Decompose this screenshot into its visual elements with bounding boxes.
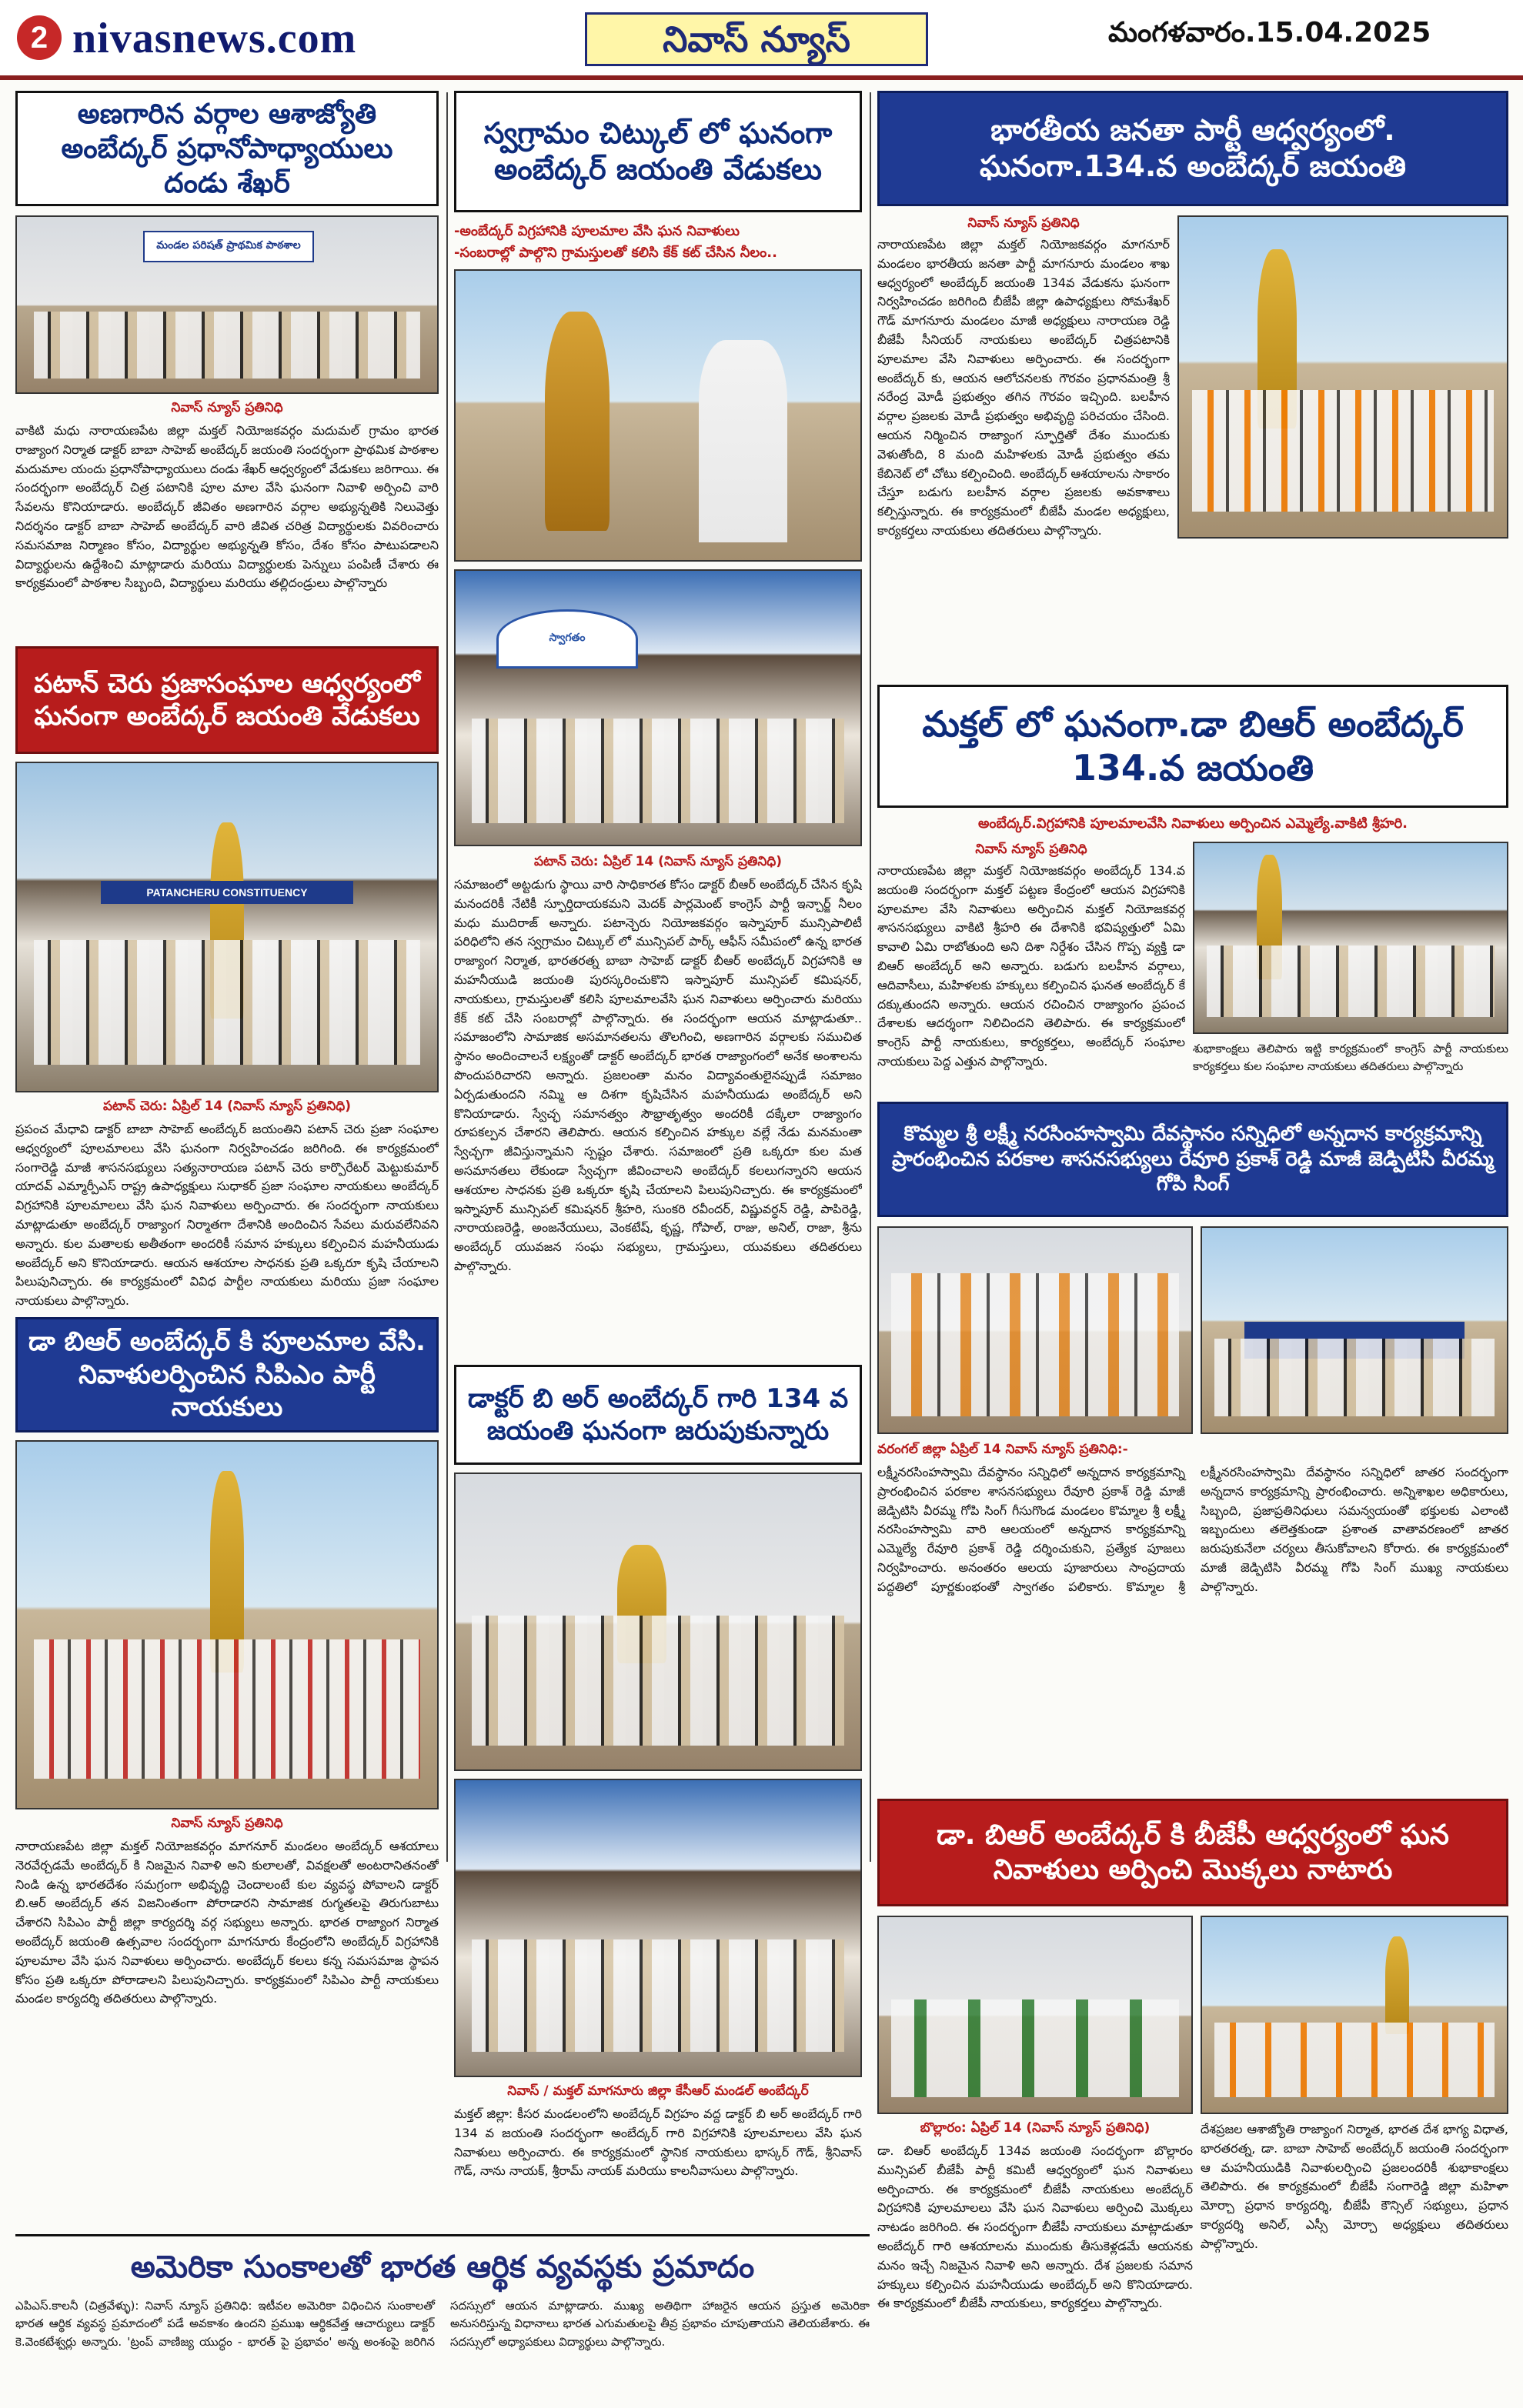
- constituency-banner: PATANCHERU CONSTITUENCY: [101, 881, 353, 904]
- photo-temple-visit: [877, 1226, 1193, 1434]
- photo-patancheru-event: [15, 762, 439, 1092]
- body-a3: నారాయణపేట జిల్లా మక్తల్ నియోజకవర్గం మాగనూర్ మండలం భారతీయ జనతా పార్టీ మాగనూరు మండలం శాఖ ఆధ్వర్యంలో అంబేద్కర్ జయంతి 134వ వేడుకను ఘనంగా నిర్వహించడం జరిగింది బీజేపీ జిల్లా ఉపాధ్యక్షులు సోమశేఖర్ గౌడ్ మాగనూరు మండలం మాజీ అధ్యక్షులు నారాయణ రెడ్డి బీజేపీ సీనియర్ నాయకులు అంబేద్కర్ చిత్రపటానికి పూలమాల వేసి నివాళులు అర్పించారు. ఈ సందర్భంగా అంబేద్కర్ కు, ఆయన ఆలోచనలకు గౌరవం ప్రధానమంత్రి శ్రీ నరేంద్ర మోడీ ప్రభుత్వం తగిన గౌరవం ఇచ్చింది. బలహీన వర్గాల ప్రజలకు మోడీ ప్రభుత్వం అభివృద్ధి పరిచయం చేసింది. ఆయన నిర్మించిన రాజ్యాంగ స్ఫూర్తితో దేశం ముందుకు వెళుతోంది, 8 మంది మహిళలకు మోడీ ప్రభుత్వం తమ కేబినెట్ లో చోటు కల్పించింది. అంబేద్కర్ ఆశయాలను సాకారం చేస్తూ బడుగు బలహీన వర్గాల ప్రజలకు అవకాశాలు కల్పిస్తున్నారు. ఈ కార్యక్రమంలో బీజేపీ మండల అధ్యక్షులు, కార్యకర్తలు నాయకులు తదితరులు పాల్గొన్నారు.: [877, 237, 1170, 538]
- dateline-a6: వరంగల్ జిల్లా ఏప్రిల్ 14 నివాస్ న్యూస్ ప్రతినిధి:-: [877, 1442, 1128, 1457]
- dateline-a4: పటాన్ చెరు: ఏప్రిల్ 14 (నివాస్ న్యూస్ ప్రతినిధి): [102, 1099, 352, 1114]
- dateline-a9: బొల్లారం: ఏప్రిల్ 14 (నివాస్ న్యూస్ ప్రతినిధి): [920, 2120, 1151, 2136]
- body-a9: డా. బిఆర్ అంబేద్కర్ 134వ జయంతి సందర్భంగా బొల్లారం మున్సిపల్ బీజేపీ పార్టీ కమిటీ ఆధ్వర్యంలో ఘన నివాళులు అర్పించారు. ఈ కార్యక్రమంలో బీజేపీ నాయకులు అంబేద్కర్ విగ్రహానికి పూలమాలలు వేసి ఘన నివాళులు అర్పించి మొక్కలు నాటడం జరిగింది. ఈ సందర్భంగా బీజేపీ నాయకులు మాట్లాడుతూ అంబేద్కర్ గారి ఆశయాలను ముందుకు తీసుకెళ్లడమే ఆయనకు మనం ఇచ్చే నిజమైన నివాళి అని అన్నారు. దేశ ప్రజలకు సమాన హక్కులు కల్పించిన మహనీయుడు అంబేద్కర్ అని కొనియాడారు. ఈ కార్యక్రమంలో బీజేపీ నాయకులు, కార్యకర్తలు పాల్గొన్నారు.: [877, 2143, 1193, 2311]
- subhead-a5: అంబేద్కర్.విగ్రహానికి పూలమాలవేసి నివాళులు అర్పించిన ఎమ్మెల్యే.వాకిటి శ్రీహరి.: [977, 815, 1408, 832]
- photo-bjp-bollaram: [1201, 1916, 1508, 2114]
- headline-a8: డాక్టర్ బి అర్ అంబేద్కర్ గారి 134 వ జయంతి ఘనంగా జరుపుకున్నారు: [454, 1365, 862, 1465]
- school-sign: మండల పరిషత్ ప్రాథమిక పాఠశాల: [143, 231, 314, 262]
- byline-a1: నివాస్ న్యూస్ ప్రతినిధి: [171, 400, 283, 415]
- headline-a6: కొమ్మల శ్రీ లక్ష్మీ నరసింహస్వామి దేవస్థానం సన్నిధిలో అన్నదాన కార్యక్రమాన్ని ప్రారంభించిన పరకాల శాసనసభ్యులు రేవూరి ప్రకాశ్ రెడ్డి మాజీ జెడ్పిటిసి వీరమ్మ గోపి సింగ్: [877, 1102, 1508, 1217]
- dateline-a2: పటాన్ చెరు: ఏప్రిల్ 14 (నివాస్ న్యూస్ ప్రతినిధి): [533, 854, 783, 869]
- subhead-a2-2: -సంబరాల్లో పాల్గొని గ్రామస్తులతో కలిసి కేక్ కట్ చేసిన నీలం..: [454, 245, 777, 261]
- headline-a9: డా. బిఆర్ అంబేద్కర్ కి బీజేపీ ఆధ్వర్యంలో ఘన నివాళులు అర్పించి మొక్కలు నాటారు: [877, 1799, 1508, 1906]
- leader-figure: [699, 340, 788, 542]
- body-a2: సమాజంలో అట్టడుగు స్థాయి వారి సాధికారత కోసం డాక్టర్ బీఆర్ అంబేద్కర్ చేసిన కృషి మనందరికీ నేటికీ స్ఫూర్తిదాయకమని మెదక్ పార్లమెంట్ కాంగ్రెస్ పార్టీ ఇన్చార్జ్ నీలం మధు ముదిరాజ్ అన్నారు. పటాన్చెరు నియోజకవర్గం ఇస్నాపూర్ మున్సిపాలిటీ పరిధిలోని తన స్వగ్రామం చిట్కుల్ లో మున్సిపల్ పార్క్ ఆఫీస్ సమీపంలో ఉన్న భారత రాజ్యాంగ నిర్మాత, భారతరత్న బాబా సాహెబ్ డాక్టర్ బీఆర్ అంబేద్కర్ విగ్రహానికి ఆ మహనీయుడి జయంతి పురస్కరించుకొని ఇస్నాపూర్ మున్సిపల్ కమిషనర్, నాయకులు, గ్రామస్తులతో కలిసి పూలమాలవేసి ఘన నివాళులు అర్పించారు మరియు కేక్ కట్ చేసి సంబరాల్లో పాల్గొన్నారు. ఈ సందర్భంగా ఆయన మాట్లాడుతూ.. సమాజంలోని సామాజిక అసమానతలను తొలగించి, అణగారిన వర్గాలకు సముచిత స్థానం అందించాలనే లక్ష్యంతో డాక్టర్ అంబేద్కర్ భారత రాజ్యాంగంలో అనేక అంశాలను పొందుపరిచారని అన్నారు. ప్రజలంతా మనం విద్యావంతులైనప్పుడే సమాజం ఏర్పడుతుందని నమ్మి ఆ దిశగా కృషిచేసిన మహనీయుడు అంబేద్కర్ అని కొనియాడారు. స్వేచ్ఛ సమానత్వం సౌభ్రాతృత్వం అందరికీ దక్కేలా రాజ్యాంగం రూపకల్పన చేశారని తెలిపారు. ఆయన కల్పించిన హక్కుల వల్లే నేడు మనమంతా స్వేచ్ఛగా జీవిస్తున్నామని స్పష్టం చేశారు. సమాజంలో ప్రతి ఒక్కరూ కుల మత అసమానతలు లేకుండా స్వేచ్ఛగా జీవించాలని అంబేద్కర్ కలలుగన్నారని ఆయన ఆశయాల సాధనకు ప్రతి ఒక్కరూ కృషి చేయాలని పిలుపునిచ్చారు. ఈ కార్యక్రమంలో ఇస్నాపూర్ మున్సిపల్ కమిషనర్ శ్రీహరి, సుంకరి రవీందర్, విష్ణువర్ధన్ రెడ్డి, పాపిరెడ్డి, నారాయణరెడ్డి, అంజనేయులు, వెంకటేష్, కృష్ణ, గోపాల్, రాజు, అనిల్, రాజా, శ్రీను అంబేద్కర్ యువజన సంఘ సభ్యులు, గ్రామస్తులు, యువకులు తదితరులు పాల్గొన్నారు.: [454, 877, 862, 1273]
- headline-a3: భారతీయ జనతా పార్టీ ఆధ్వర్యంలో. ఘనంగా.134.వ అంబేద్కర్ జయంతి: [877, 91, 1508, 206]
- headline-a4: పటాన్ చెరు ప్రజాసంఘాల ఆధ్వర్యంలో ఘనంగా అంబేద్కర్ జయంతి వేడుకలు: [15, 646, 439, 754]
- headline-a7: డా బిఆర్ అంబేద్కర్ కి పూలమాల వేసి. నివాళులర్పించిన సిపిఎం పార్టీ నాయకులు: [15, 1317, 439, 1432]
- issue-date: మంగళవారం.15.04.2025: [1108, 17, 1431, 48]
- photo-keesara-statue: [454, 1472, 862, 1771]
- photo-congress-rally: [1201, 1226, 1508, 1434]
- photo-makthal-statue: [1193, 842, 1508, 1034]
- body-a7: నారాయణపేట జిల్లా మక్తల్ నియోజకవర్గం మాగనూర్ మండలం అంబేద్కర్ ఆశయాలు నెరవేర్చడమే అంబేద్కర్ కి నిజమైన నివాళి అని కులాలతో, వివక్షలతో అంటరానితనంతో నిండి ఉన్న భారతదేశం సమగ్రంగా అభివృద్ధి చెందాలంటే కుల వ్యవస్థ పోవాలని డాక్టర్ బి.ఆర్ అంబేద్కర్ తన విజనింతంగా పోరాడారని సామాజిక రుగ్మతలపై తిరుగుబాటు చేశారని సిపిఎం పార్టీ జిల్లా కార్యదర్శి వర్గ సభ్యులు అన్నారు. భారత రాజ్యాంగ నిర్మాత అంబేద్కర్ జయంతి ఉత్సవాల సందర్భంగా మాగనూరు కేంద్రంలోని అంబేద్కర్ విగ్రహానికి పూలమాల వేసి ఘన నివాళులు అర్పించారు. అంబేద్కర్ కలలు కన్న సమసమాజ స్థాపన కోసం ప్రతి ఒక్కరూ పోరాడాలని పిలుపునిచ్చారు. కార్యక్రమంలో సిపిఎం పార్టీ నాయకులు మండల కార్యదర్శి తదితరులు పాల్గొన్నారు.: [15, 1839, 439, 2006]
- byline-a3: నివాస్ న్యూస్ ప్రతినిధి: [967, 215, 1080, 231]
- headline-a10: అమెరికా సుంకాలతో భారత ఆర్థిక వ్యవస్థకు ప్రమాదం: [130, 2250, 755, 2285]
- photo-bjp-statue: [1177, 215, 1508, 539]
- photo-keesara-tent: [454, 1779, 862, 2077]
- caption-a8: నివాస్ / మక్తల్ మాగనూరు జిల్లా కేసీఆర్ మండల్ అంబేద్కర్: [507, 2083, 809, 2099]
- subhead-a2-1: -అంబేద్కర్ విగ్రహానికి పూలమాల వేసి ఘన నివాళులు: [454, 223, 740, 239]
- photo-chitkul-statue: [454, 269, 862, 562]
- site-name[interactable]: nivasnews.com: [72, 15, 357, 62]
- byline-a5: నివాస్ న్యూస్ ప్రతినిధి: [975, 842, 1087, 857]
- body-a4: ప్రపంచ మేధావి డాక్టర్ బాబా సాహెబ్ అంబేద్కర్ జయంతిని పటాన్ చెరు ప్రజా సంఘాల ఆధ్వర్యంలో పూలమాలలు వేసి ఘనంగా నిర్వహించడం జరిగింది. ఈ కార్యక్రమంలో సంగారెడ్డి మాజీ శాసనసభ్యులు సత్యనారాయణ పటాన్ చెరు కార్పొరేటర్ మెట్టుకుమార్ యాదవ్ ఎమ్మార్పీఎస్ రాష్ట్ర ఉపాధ్యక్షులు సుధాకర్ ప్రజా సంఘాల నాయకులు అంబేద్కర్ విగ్రహానికి పూలమాలలు వేసి ఘన నివాళులు అర్పించారు. ఈ సందర్భంగా నాయకులు మాట్లాడుతూ అంబేద్కర్ రాజ్యాంగ నిర్మాతగా దేశానికి అందించిన సేవలు మరువలేనివని అన్నారు. కుల మతాలకు అతీతంగా అందరికీ సమాన హక్కులు కల్పించిన మహనీయుడు అంబేద్కర్ అని కొనియాడారు. ఆయన ఆశయాల సాధనకు ప్రతి ఒక్కరూ కృషి చేయాలని పిలుపునిచ్చారు. ఈ కార్యక్రమంలో వివిధ పార్టీల నాయకులు మరియు ప్రజా సంఘాల నాయకులు పాల్గొన్నారు.: [15, 1122, 439, 1309]
- body-a6: లక్ష్మీనరసింహస్వామి దేవస్థానం సన్నిధిలో అన్నదాన కార్యక్రమాన్ని ప్రారంభించిన పరకాల శాసనసభ్యులు రేవూరి ప్రకాశ్ రెడ్డి మాజీ జెడ్పిటిసి వీరమ్మ గోపి సింగ్ గీసుగొండ మండలం కొమ్మాల శ్రీ లక్ష్మీ నరసింహస్వామి వారి ఆలయంలో అన్నదాన కార్యక్రమాన్ని ఎమ్మెల్యే రేవూరి ప్రకాశ్ రెడ్డి దర్శించుకుని, ప్రత్యేక పూజలు నిర్వహించారు. అనంతరం ఆలయ పూజారులు సాంప్రదాయ పద్ధతిలో పూర్ణకుంభంతో స్వాగతం పలికారు. కొమ్మాల శ్రీ లక్ష్మీనరసింహస్వామి దేవస్థానం సన్నిధిలో జాతర సందర్భంగా అన్నదాన కార్యక్రమాన్ని ప్రారంభించారు. అన్నిశాఖల అధికారులు, సిబ్బంది, ప్రజాప్రతినిధులు సమన్వయంతో భక్తులకు ఎలాంటి ఇబ్బందులు తలెత్తకుండా ప్రశాంత వాతావరణంలో జాతర జరుపుకునేలా చర్యలు తీసుకోవాలని కోరారు. ఈ కార్యక్రమంలో మాజీ జెడ్పిటిసి వీరమ్మ గోపి సింగ్ ముఖ్య నాయకులు పాల్గొన్నారు.: [877, 1465, 1508, 1594]
- caption-a5: శుభాకాంక్షలు తెలిపారు ఇట్టి కార్యక్రమంలో కాంగ్రెస్ పార్టీ నాయకులు కార్యకర్తలు కుల సంఘాల నాయకులు తదితరులు పాల్గొన్నారు: [1193, 1042, 1508, 1074]
- photo-planting-saplings: [877, 1916, 1193, 2114]
- body-a5: నారాయణపేట జిల్లా మక్తల్ నియోజకవర్గం అంబేద్కర్ 134.వ జయంతి సందర్భంగా మక్తల్ పట్టణ కేంద్రంలో ఆయన విగ్రహానికి పూలమాల వేసి నివాళులు అర్పించిన మక్తల్ నియోజకవర్గ శాసనసభ్యులు వాకిటి శ్రీహరి ఈ దేశానికి భవిష్యత్తులో ఏమి కావాలి ఏమి రాబోతుంది అని దిశా నిర్దేశం చేసిన గొప్ప వ్యక్తి డా బిఆర్ అంబేద్కర్ అని అన్నారు. బడుగు బలహీన వర్గాలు, ఆదివాసీలు, మహిళలకు హక్కులు కల్పించిన ఘనత అంబేద్కర్ కే దక్కుతుందని అన్నారు. ఆయన రచించిన రాజ్యాంగం ప్రపంచ దేశాలకు ఆదర్శంగా నిలిచిందని తెలిపారు. ఈ కార్యక్రమంలో కాంగ్రెస్ పార్టీ నాయకులు, కార్యకర్తలు, అంబేద్కర్ సంఘాల నాయకులు పెద్ద ఎత్తున పాల్గొన్నారు.: [877, 863, 1185, 1069]
- body-a9-continued: దేశప్రజల ఆశాజ్యోతి రాజ్యాంగ నిర్మాత, భారత దేశ భాగ్య విధాత, భారతరత్న, డా. బాబా సాహెబ్ అంబేద్కర్ జయంతి సందర్భంగా ఆ మహనీయుడికి నివాళులర్పించి ప్రజలందరికీ శుభాకాంక్షలు తెలిపారు. ఈ కార్యక్రమంలో బీజేపీ సంగారెడ్డి జిల్లా మహిళా మోర్చా ప్రధాన కార్యదర్శి, బీజేపీ కౌన్సిల్ సభ్యులు, ప్రధాన కార్యదర్శి అనిల్, ఎస్సీ మోర్చా అధ్యక్షులు తదితరులు పాల్గొన్నారు.: [1201, 2122, 1508, 2251]
- body-a1: వాకిటి మధు నారాయణపేట జిల్లా మక్తల్ నియోజకవర్గం మదుమల్ గ్రామం భారత రాజ్యాంగ నిర్మాత డాక్టర్ బాబా సాహెబ్ అంబేద్కర్ జయంతి సందర్భంగా ప్రాథమిక పాఠశాల మదుమాల యందు ప్రధానోపాధ్యాయులు దండు శేఖర్ ఆధ్వర్యంలో వేడుకలు జరిగాయి. ఈ సందర్భంగా అంబేద్కర్ చిత్ర పటానికి పూల మాల వేసి ఘనంగా నివాళి అర్పించి వారి సేవలను కొనియాడారు. అంబేద్కర్ జీవితం అణగారిన వర్గాల అభ్యున్నతికి నిలువెత్తు నిదర్శనం డాక్టర్ బాబా సాహెబ్ అంబేద్కర్ వారి జీవిత చరిత్ర విద్యార్థులకు వివరించారు సమసమాజ నిర్మాణం కోసం, విద్యార్థుల అభ్యున్నతి కోసం, దేశం కోసం పాటుపడాలని విద్యార్థులను ఉద్దేశించి మాట్లాడారు మరియు విద్యార్థులకు పెన్నులు పంపిణీ చేశారు ఈ కార్యక్రమంలో పాఠశాల సిబ్బంది, విద్యార్థులు మరియు తల్లిదండ్రులు పాల్గొన్నారు: [15, 423, 439, 591]
- photo-cpm-leaders: [15, 1440, 439, 1809]
- column-divider: [446, 92, 448, 1862]
- column-divider: [870, 92, 871, 1862]
- newspaper-title: నివాస్ న్యూస్: [585, 12, 928, 66]
- body-a10: ఎపిఎస్.కాలనీ (చిత్రవేళ్ళు): నివాస్ న్యూస్ ప్రతినిధి: ఇటీవల అమెరికా విధించిన సుంకాలతో భారత ఆర్థిక వ్యవస్థ ప్రమాదంలో పడే అవకాశం ఉందని ప్రముఖ ఆర్థికవేత్త ఆచార్యులు డాక్టర్ కె.వెంకటేశ్వర్లు అన్నారు. 'ట్రంప్ వాణిజ్య యుద్ధం - భారత్ పై ప్రభావం' అన్న అంశంపై జరిగిన సదస్సులో ఆయన మాట్లాడారు. ముఖ్య అతిథిగా హాజరైన ఆయన ప్రస్తుత అమెరికా అనుసరిస్తున్న విధానాలు భారత ఎగుమతులపై తీవ్ర ప్రభావం చూపుతాయని తెలియజేశారు. ఈ సదస్సులో అధ్యాపకులు విద్యార్థులు పాల్గొన్నారు.: [15, 2299, 870, 2349]
- page-number: 2: [17, 15, 62, 60]
- photo-school-students: [15, 215, 439, 394]
- byline-a7: నివాస్ న్యూస్ ప్రతినిధి: [171, 1816, 283, 1831]
- headline-a2: స్వగ్రామం చిట్కుల్ లో ఘనంగా అంబేద్కర్ జయంతి వేడుకలు: [454, 91, 862, 212]
- bottom-divider: [15, 2234, 870, 2238]
- headline-a5: మక్తల్ లో ఘనంగా.డా బిఆర్ అంబేద్కర్ 134.వ జయంతి: [877, 685, 1508, 808]
- photo-chitkul-group: [454, 569, 862, 846]
- welcome-arch: స్వాగతం: [496, 609, 639, 669]
- headline-a1: అణగారిన వర్గాల ఆశాజ్యోతి అంబేద్కర్ ప్రధానోపాధ్యాయులు దండు శేఖర్: [15, 91, 439, 206]
- body-a8: మక్తల్ జిల్లా: కీసర మండలంలోని అంబేద్కర్ విగ్రహం వద్ద డాక్టర్ బి అర్ అంబేద్కర్ గారి 134 వ జయంతి సందర్భంగా అంబేద్కర్ గారి విగ్రహానికి పూలమాలలు వేసి ఘన నివాళులు అర్పించారు. ఈ కార్యక్రమంలో స్థానిక నాయకులు భాస్కర్ గౌడ్, శ్రీనివాస్ గౌడ్, నాను నాయక్, శ్రీరామ్ నాయక్ మరియు కాలనీవాసులు పాల్గొన్నారు.: [454, 2106, 862, 2179]
